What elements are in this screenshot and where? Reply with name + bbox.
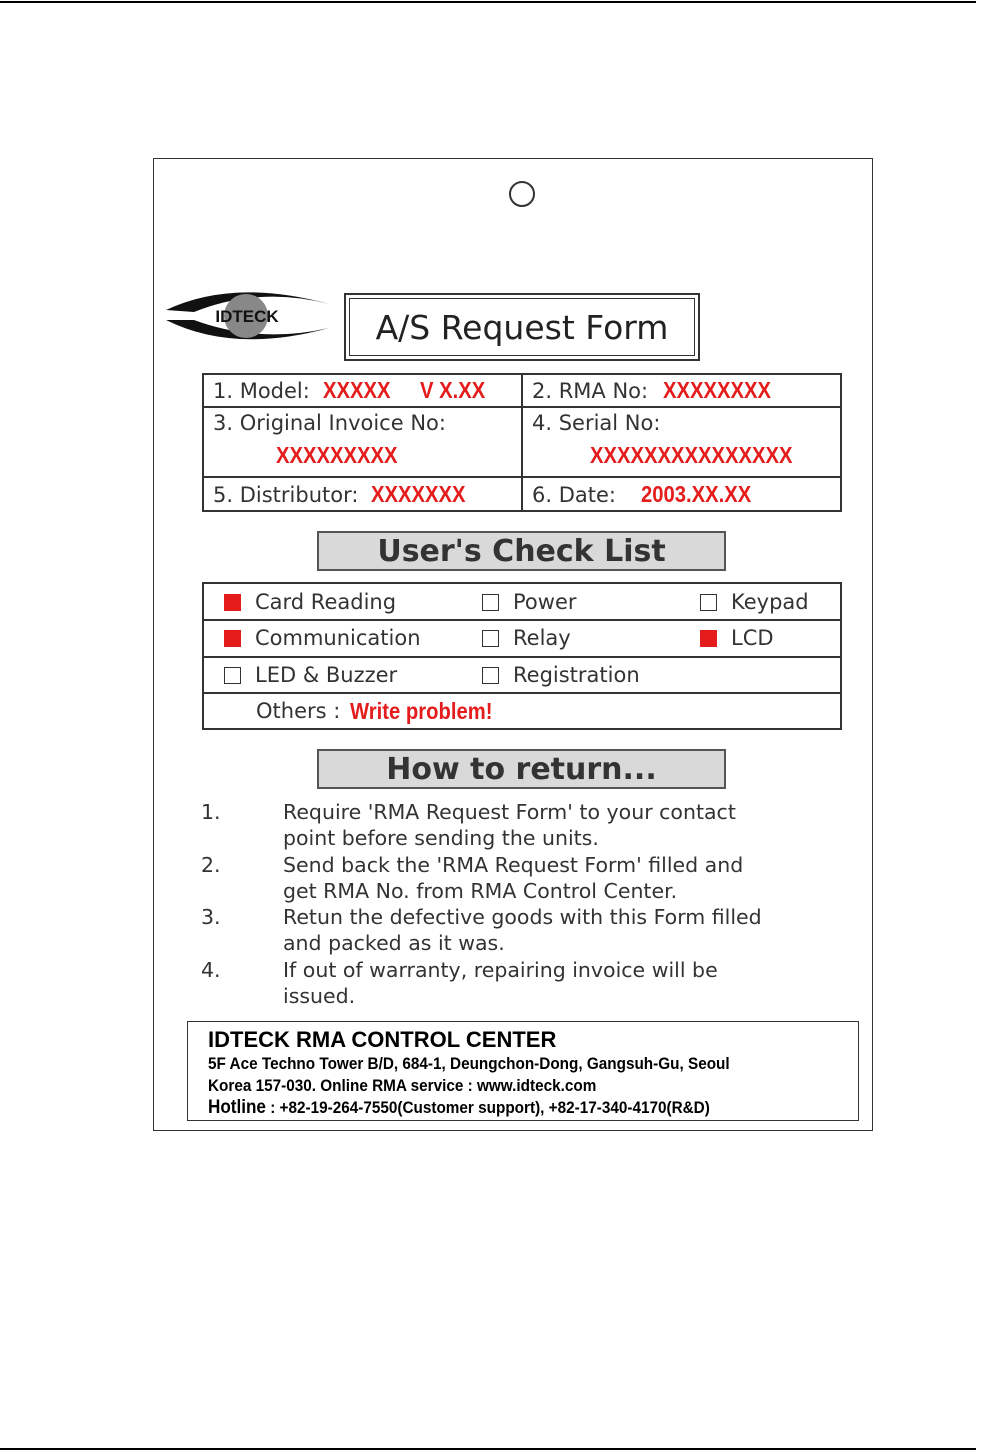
tag-hole [509, 181, 535, 207]
date-value: 2003.XX.XX [640, 481, 751, 507]
check-keypad[interactable] [700, 587, 809, 617]
checklist-divider [204, 692, 840, 694]
rma-label: 2. RMA No: [532, 379, 649, 403]
return-title: How to return... [317, 749, 726, 789]
checklist-divider [204, 656, 840, 658]
model-value: XXXXX [322, 377, 391, 403]
rma-cell [523, 375, 843, 406]
invoice-label: 3. Original Invoice No: [213, 411, 446, 435]
step-line: and packed as it was. [283, 931, 505, 956]
rma-address-line: 5F Ace Techno Tower B/D, 684-1, Deungchon-Dong, Gangsuh-Gu, Seoul [208, 1054, 730, 1073]
checkbox[interactable] [224, 594, 241, 611]
step-number: 2. [201, 852, 221, 877]
model-label: 1. Model: [213, 379, 310, 403]
form-title-box [344, 293, 700, 361]
invoice-value: XXXXXXXXX [276, 442, 398, 468]
checklist-divider [204, 619, 840, 621]
hotline-label: Hotline [208, 1097, 266, 1118]
model-version: V X.XX [419, 377, 486, 403]
checkbox[interactable] [224, 630, 241, 647]
rma-hotline [208, 1097, 793, 1119]
idteck-logo-icon [164, 282, 330, 350]
step-number: 3. [201, 905, 221, 930]
as-request-tag [153, 158, 873, 1131]
step-line: Send back the 'RMA Request Form' filled and [283, 852, 744, 877]
return-step [201, 957, 861, 1010]
return-step [201, 852, 861, 905]
rma-address-line: Korea 157-030. Online RMA service : www.idteck.com [208, 1076, 597, 1095]
checkbox[interactable] [482, 594, 499, 611]
step-number: 1. [201, 800, 221, 824]
step-line: If out of warranty, repairing invoice will be [283, 957, 718, 982]
date-label: 6. Date: [532, 483, 616, 507]
checklist-title: User's Check List [317, 531, 726, 571]
rma-center-title: IDTECK RMA CONTROL CENTER [208, 1027, 557, 1052]
model-cell [204, 375, 521, 406]
step-line: point before sending the units. [283, 826, 599, 851]
check-card-reading[interactable] [224, 587, 396, 617]
check-communication[interactable] [224, 623, 421, 653]
return-steps [201, 799, 861, 1009]
step-line: get RMA No. from RMA Control Center. [283, 878, 678, 903]
check-label: Keypad [731, 590, 809, 614]
step-text [283, 852, 743, 905]
distributor-cell [204, 478, 521, 512]
check-power[interactable] [482, 587, 577, 617]
serial-cell [523, 408, 843, 476]
step-text [283, 904, 762, 957]
hotline-value: : +82-19-264-7550(Customer support), +82-17-340-4170(R&D) [265, 1098, 710, 1117]
serial-value: XXXXXXXXXXXXXXX [590, 442, 793, 468]
bottom-rule [0, 1448, 976, 1450]
rma-value: XXXXXXXX [662, 377, 771, 403]
distributor-label: 5. Distributor: [213, 483, 359, 507]
step-line: issued. [283, 984, 356, 1009]
step-line: Retun the defective goods with this Form filled [283, 905, 762, 930]
invoice-cell [204, 408, 521, 476]
return-step [201, 799, 861, 852]
others-label: Others : [256, 699, 341, 723]
others-value[interactable]: Write problem! [350, 697, 493, 724]
checkbox[interactable] [482, 630, 499, 647]
date-cell [523, 478, 843, 512]
logo-text: IDTECK [215, 307, 279, 326]
rma-contact-box [187, 1021, 859, 1121]
checkbox[interactable] [224, 667, 241, 684]
form-title: A/S Request Form [349, 298, 695, 356]
check-label: Registration [513, 663, 640, 687]
check-label: LED & Buzzer [255, 663, 398, 687]
distributor-value: XXXXXXX [371, 481, 466, 507]
check-lcd[interactable] [700, 623, 774, 653]
checkbox[interactable] [700, 594, 717, 611]
check-relay[interactable] [482, 623, 571, 653]
step-number: 4. [201, 957, 221, 982]
serial-label: 4. Serial No: [532, 411, 661, 435]
checkbox[interactable] [700, 630, 717, 647]
check-label: Communication [255, 626, 421, 650]
check-label: Power [513, 590, 577, 614]
check-led-buzzer[interactable] [224, 660, 397, 690]
check-registration[interactable] [482, 660, 640, 690]
others-row [256, 696, 512, 726]
step-line: Require 'RMA Request Form' to your contact [283, 800, 736, 824]
info-table [202, 373, 842, 512]
step-text [283, 799, 736, 852]
check-label: LCD [731, 626, 774, 650]
check-label: Relay [513, 626, 571, 650]
checklist-table [202, 582, 842, 730]
step-text [283, 957, 718, 1010]
top-rule [0, 1, 976, 3]
check-label: Card Reading [255, 590, 397, 614]
checkbox[interactable] [482, 667, 499, 684]
return-step [201, 904, 861, 957]
